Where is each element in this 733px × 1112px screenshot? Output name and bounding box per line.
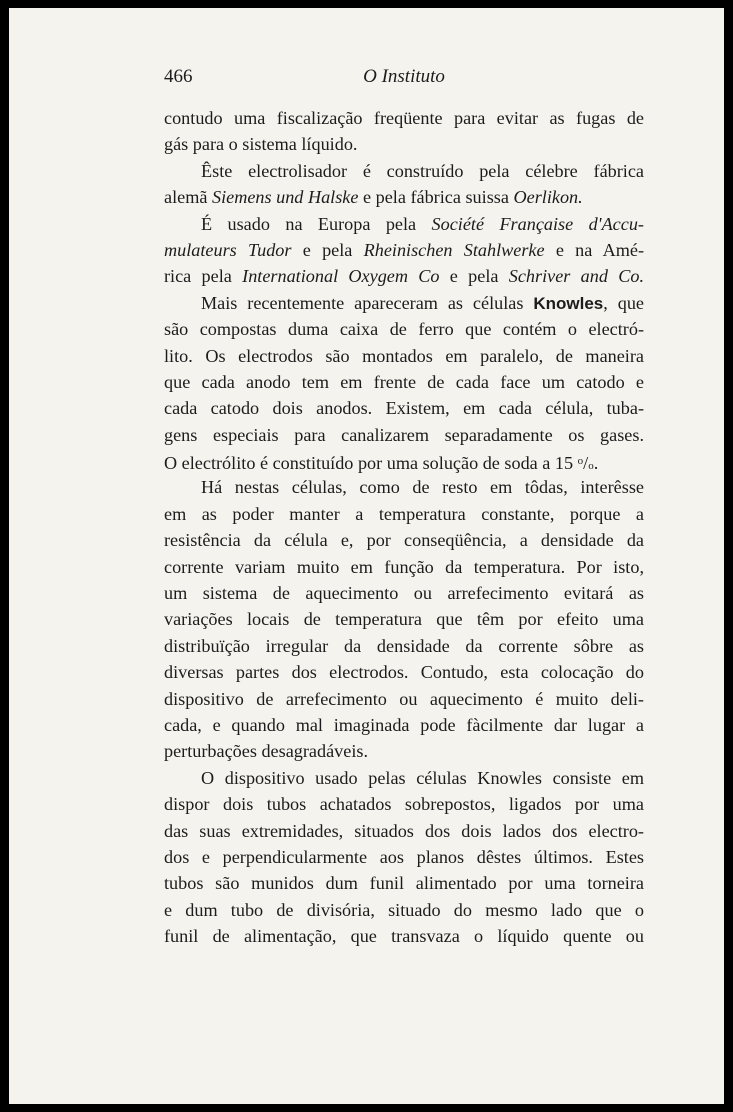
text-line xyxy=(164,290,644,316)
italic-text: Schriver and Co. xyxy=(508,266,644,287)
text-segment: são compostas duma caixa de ferro que contém o electró- xyxy=(164,319,644,340)
text-line xyxy=(164,791,644,817)
italic-text: mulateurs Tudor xyxy=(164,239,292,260)
text-line xyxy=(164,844,644,870)
text-segment: O dispositivo usado pelas células Knowles consiste em xyxy=(201,767,644,788)
text-segment: , que xyxy=(603,292,644,313)
text-segment: diversas partes dos electrodos. Contudo, esta colocação do xyxy=(164,662,644,683)
text-line xyxy=(164,263,644,289)
text-line xyxy=(164,448,644,474)
text-line xyxy=(164,343,644,369)
text-segment: gens especiais para canalizarem separadamente os gases. xyxy=(164,424,644,445)
text-segment: gás para o sistema líquido. xyxy=(164,134,358,155)
text-segment: em as poder manter a temperatura constante, porque a xyxy=(164,503,644,524)
text-segment: Há nestas células, como de resto em tôdas, interêsse xyxy=(201,477,644,498)
text-segment: rica pela xyxy=(164,266,243,287)
text-line xyxy=(164,765,644,791)
text-line xyxy=(164,686,644,712)
text-segment: e pela xyxy=(291,239,364,260)
text-segment: dispor dois tubos achatados sobrepostos, ligados por uma xyxy=(164,794,644,815)
text-segment: Mais recentemente apareceram as células xyxy=(201,292,534,313)
percent-sign-upper: o xyxy=(577,455,584,468)
text-segment: e dum tubo de divisória, situado do mesmo lado que o xyxy=(164,899,644,920)
percent-sign-slash: / xyxy=(583,453,589,474)
text-line xyxy=(164,818,644,844)
text-line xyxy=(164,131,644,157)
text-line xyxy=(164,659,644,685)
text-segment: funil de alimentação, que transvaza o líquido quente ou xyxy=(164,926,644,947)
text-line xyxy=(164,369,644,395)
text-segment: . xyxy=(593,453,599,474)
italic-text: International Oxygem Co xyxy=(242,266,440,287)
text-segment: e pela fábrica suissa xyxy=(358,187,514,208)
text-line xyxy=(164,712,644,738)
running-header xyxy=(164,66,644,92)
text-segment: contudo uma fiscalização freqüente para evitar as fugas de xyxy=(164,108,644,128)
italic-text: Société Française d'Accu- xyxy=(431,213,644,234)
text-line xyxy=(164,738,644,764)
text-line xyxy=(164,316,644,342)
text-segment: dos e perpendicularmente aos planos dêstes últimos. Estes xyxy=(164,846,644,867)
text-line xyxy=(164,211,644,237)
text-line xyxy=(164,923,644,949)
text-segment: cada catodo dois anodos. Existem, em cada célula, tuba- xyxy=(164,398,644,419)
text-segment: que cada anodo tem em frente de cada face um catodo e xyxy=(164,371,644,392)
text-segment: resistência da célula e, por conseqüência, a densidade da xyxy=(164,530,644,551)
text-segment: dispositivo de arrefecimento ou aquecimento é muito deli- xyxy=(164,688,644,709)
text-segment: lito. Os electrodos são montados em paralelo, de maneira xyxy=(164,345,644,366)
text-segment: tubos são munidos dum funil alimentado por uma torneira xyxy=(164,873,644,894)
page-number: 466 xyxy=(164,66,193,87)
text-segment: cada, e quando mal imaginada pode fàcilmente dar lugar a xyxy=(164,714,644,735)
text-line xyxy=(164,395,644,421)
text-line xyxy=(164,527,644,553)
text-line xyxy=(164,474,644,500)
text-line xyxy=(164,184,644,210)
percent-sign-lower: o xyxy=(588,460,594,473)
italic-text: Rheinischen Stahlwerke xyxy=(363,239,545,260)
text-segment: e na Amé- xyxy=(544,239,645,260)
body-text xyxy=(164,105,644,950)
text-line xyxy=(164,870,644,896)
text-line xyxy=(164,422,644,448)
book-page xyxy=(9,8,724,1104)
text-line xyxy=(164,501,644,527)
text-line xyxy=(164,105,644,131)
text-line xyxy=(164,158,644,184)
text-segment: corrente variam muito em função da temperatura. Por isto, xyxy=(164,556,644,577)
text-segment: variações locais de temperatura que têm por efeito uma xyxy=(164,609,644,630)
text-segment: É usado na Europa pela xyxy=(201,213,432,234)
text-line xyxy=(164,554,644,580)
text-segment: alemã xyxy=(164,187,212,208)
italic-text: Oerlikon. xyxy=(513,187,583,208)
text-segment: um sistema de aquecimento ou arrefecimento evitará as xyxy=(164,583,644,604)
text-line xyxy=(164,897,644,923)
text-line xyxy=(164,633,644,659)
text-segment: distribuïção irregular da densidade da corrente sôbre as xyxy=(164,635,644,656)
italic-text: Siemens und Halske xyxy=(211,187,359,208)
text-line xyxy=(164,580,644,606)
text-segment: perturbações desagradáveis. xyxy=(164,741,369,762)
running-title: O Instituto xyxy=(363,66,445,87)
text-line xyxy=(164,606,644,632)
text-line xyxy=(164,237,644,263)
text-segment: das suas extremidades, situados dos dois lados dos electro- xyxy=(164,820,644,841)
text-segment: O electrólito é constituído por uma solução de soda a 15 xyxy=(164,453,578,474)
text-segment: Êste electrolisador é construído pela célebre fábrica xyxy=(201,160,644,181)
bold-name: Knowles xyxy=(533,293,604,313)
text-segment: e pela xyxy=(439,266,509,287)
